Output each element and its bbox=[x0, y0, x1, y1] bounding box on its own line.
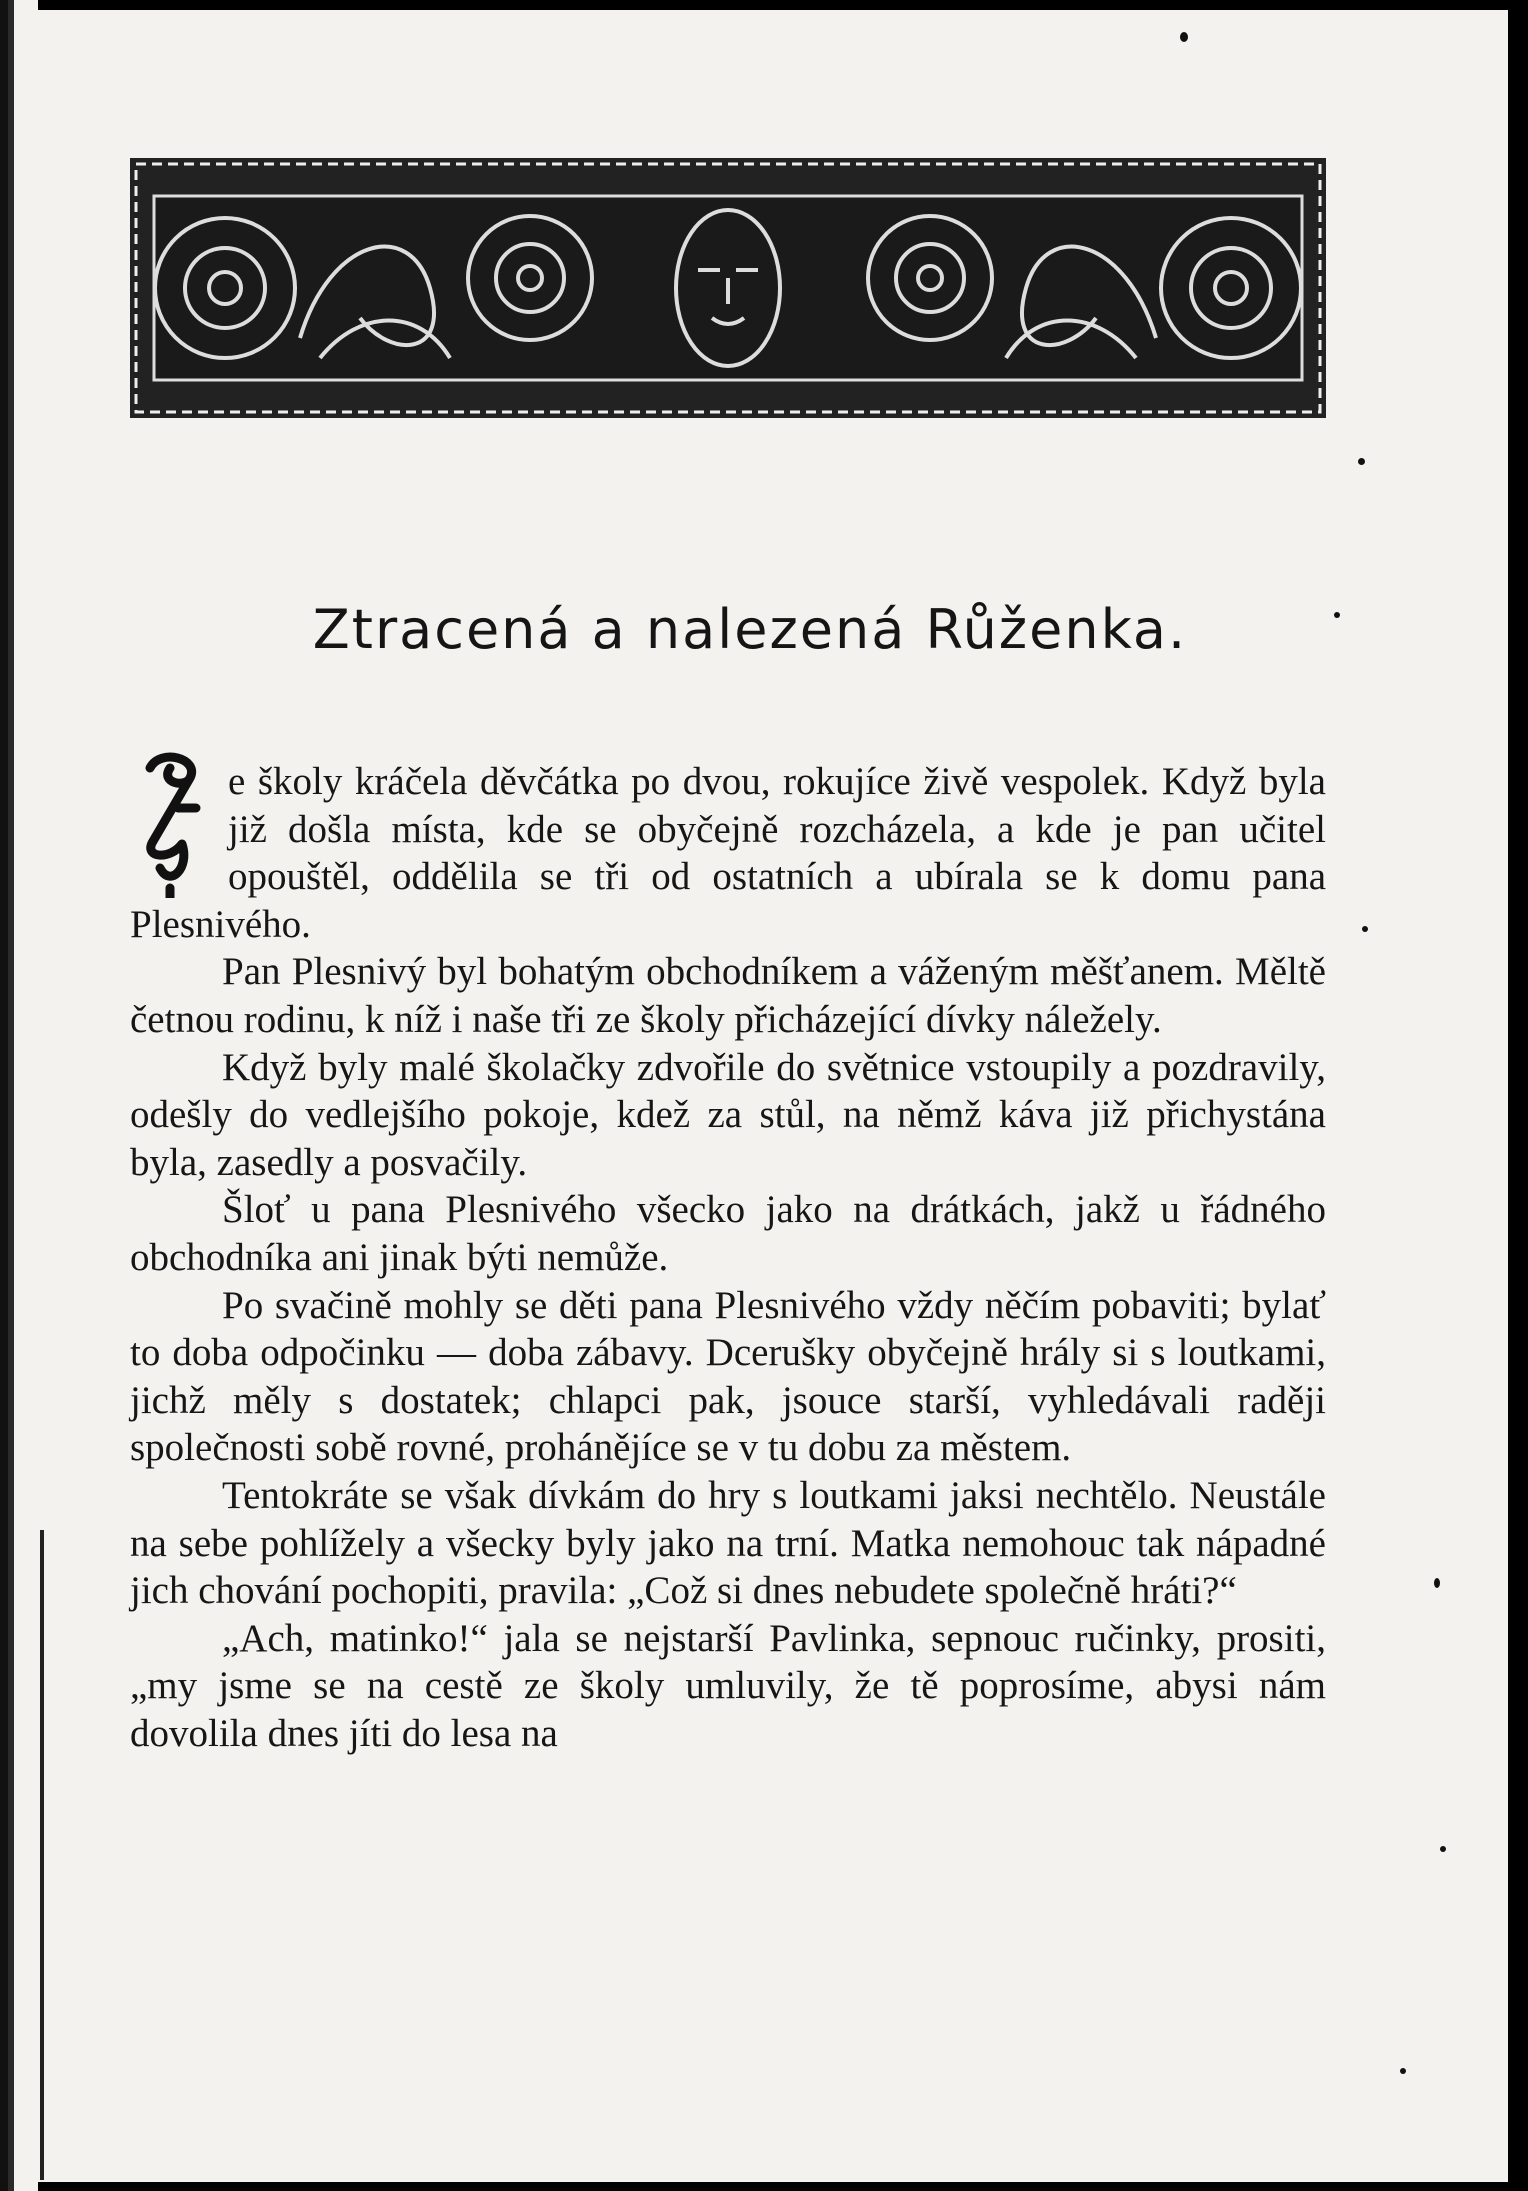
first-paragraph-block bbox=[130, 758, 1326, 948]
paragraph-4: Šloť u pana Plesnivého všecko jako na drátkách, jakž u řádného obchodníka ani jinak býti nemůže. bbox=[130, 1188, 1326, 1279]
speck bbox=[1358, 458, 1365, 465]
speck bbox=[1400, 2068, 1406, 2074]
paragraph-6: Tentokráte se však dívkám do hry s loutkami jaksi nechtělo. Neustále na sebe pohlížely a všecky byly jako na trní. Matka nemohouc tak nápadné jich chování pochopiti, pravila: „Což si dnes nebudete společně hráti?“ bbox=[130, 1473, 1326, 1613]
speck bbox=[1180, 32, 1188, 42]
initial-letter-z bbox=[130, 748, 222, 898]
paragraph-5: Po svačině mohly se děti pana Plesnivého vždy něčím pobaviti; bylať to doba odpočinku — doba zábavy. Dcerušky obyčejně hrály si s loutkami, jichž měly s dostatek; chlapci pak, jsouce starší, vyhledávali raději společnosti sobě rovné, prohánějíce se v tu dobu za městem. bbox=[130, 1283, 1326, 1470]
gutter-line bbox=[40, 1530, 44, 2180]
paragraph-1: e školy kráčela děvčátka po dvou, rokujíce živě vespolek. Když byla již došla místa, kde se obyčejně rozcházela, a kde je pan učitel opouštěl, oddělila se tři od ostatních a ubírala se k domu pana Plesnivého. bbox=[130, 760, 1326, 946]
book-page bbox=[22, 10, 1508, 2182]
speck bbox=[1440, 1846, 1446, 1852]
paragraph-2: Pan Plesnivý byl bohatým obchodníkem a váženým měšťanem. Měltě četnou rodinu, k níž i naše tři ze školy přicházející dívky náležely. bbox=[130, 950, 1326, 1041]
speck bbox=[1434, 1578, 1440, 1588]
paragraph-7: „Ach, matinko!“ jala se nejstarší Pavlinka, sepnouc ručinky, prositi, „my jsme se na cestě ze školy umluvily, že tě poprosíme, abysi nám dovolila dnes jíti do lesa na bbox=[130, 1616, 1326, 1755]
speck bbox=[1362, 926, 1368, 932]
chapter-body bbox=[130, 758, 1326, 1757]
chapter-title: Ztracená a nalezená Růženka. bbox=[312, 598, 1188, 661]
paragraph-3: Když byly malé školačky zdvořile do světnice vstoupily a pozdravily, odešly do vedlejšího pokoje, kdež za stůl, na němž káva již přichystána byla, zasedly a posvačily. bbox=[130, 1045, 1326, 1184]
decorative-header-ornament bbox=[130, 158, 1326, 418]
speck bbox=[1334, 612, 1340, 618]
